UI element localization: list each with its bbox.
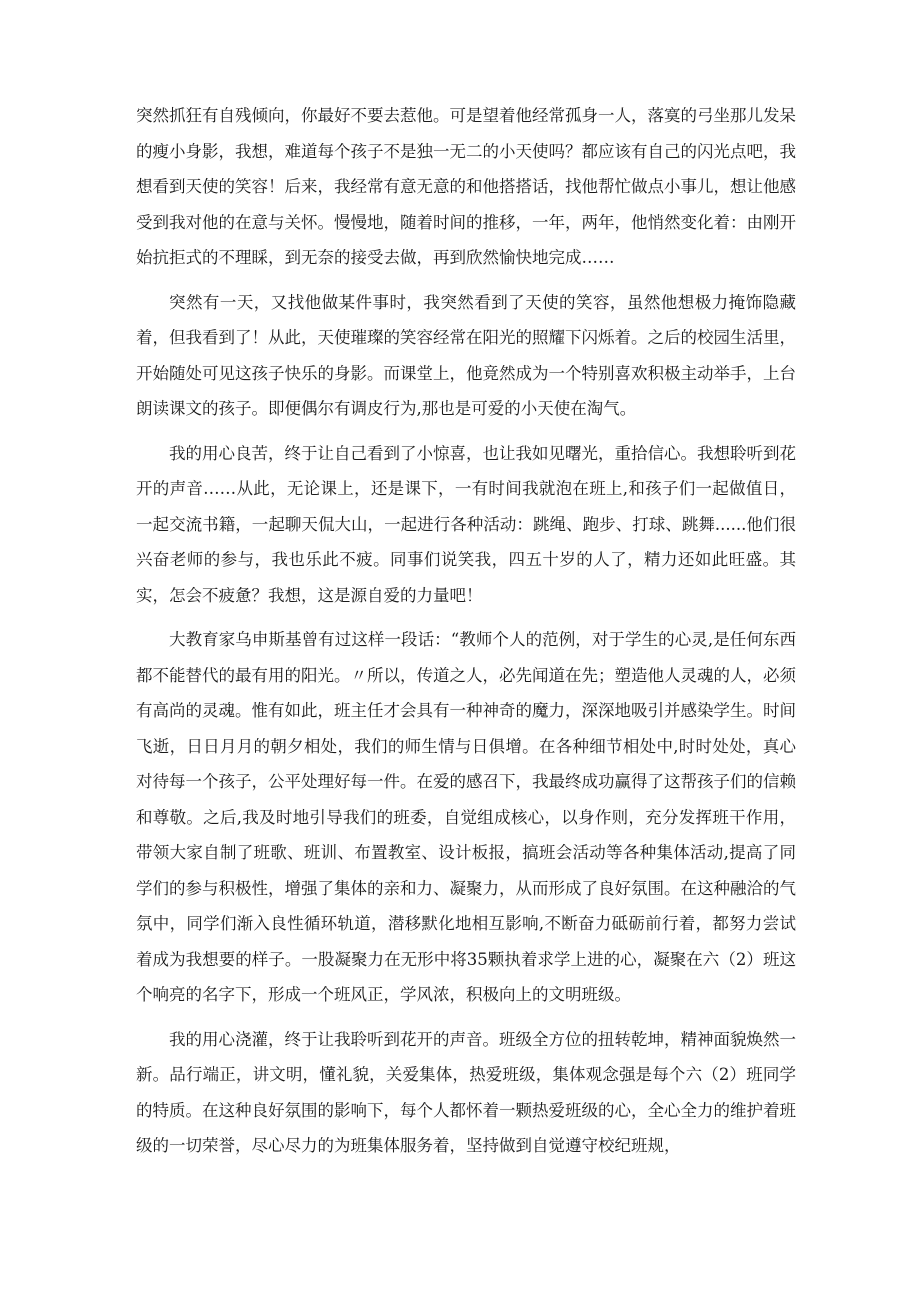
paragraph-4: 大教育家乌申斯基曾有过这样一段话：“教师个人的范例，对于学生的心灵,是任何东西都不能替代的最有用的阳光。〃所以，传道之人，必先闻道在先；塑造他人灵魂的人，必须有高尚的灵魂。惟有如此，班主任才会具有一种神奇的魔力，深深地吸引并感染学生。时间飞逝，日日月月的朝夕相处，我们的师生情与日俱增。在各种细节相处中,时时处处，真心对待每一个孩子，公平处理好每一件。在爱的感召下，我最终成功赢得了这帮孩子们的信赖和尊敬。之后,我及时地引导我们的班委，自觉组成核心，以身作则，充分发挥班干作用，带领大家自制了班歌、班训、布置教室、设计板报，搞班会活动等各种集体活动,提高了同学们的参与积极性，增强了集体的亲和力、凝聚力，从而形成了良好氛围。在这种融洽的气氛中，同学们渐入良性循环轨道，潜移默化地相互影响,不断奋力砥砺前行着，都努力尝试着成为我想要的样子。一股凝聚力在无形中将35颗执着求学上进的心，凝聚在六（2）班这个响亮的名字下，形成一个班风正，学风浓，积极向上的文明班级。 xyxy=(136,630,796,1004)
paragraph-5: 我的用心浇灌，终于让我聆听到花开的声音。班级全方位的扭转乾坤，精神面貌焕然一新。品行端正，讲文明，懂礼貌，关爱集体，热爱班级，集体观念强是每个六（2）班同学的特质。在这种良好氛围的影响下，每个人都怀着一颗热爱班级的心，全心全力的维护着班级的一切荣誉，尽心尽力的为班集体服务着，坚持做到自觉遵守校纪班规， xyxy=(136,1029,796,1155)
paragraph-3: 我的用心良苦，终于让自己看到了小惊喜，也让我如见曙光，重拾信心。我想聆听到花开的声音……从此，无论课上，还是课下，一有时间我就泡在班上,和孩子们一起做值日，一起交流书籍，一起聊天侃大山，一起进行各种活动：跳绳、跑步、打球、跳舞......他们很兴奋老师的参与，我也乐此不疲。同事们说笑我，四五十岁的人了，精力还如此旺盛。其实，怎会不疲惫？我想，这是源自爱的力量吧！ xyxy=(136,443,796,605)
paragraph-2: 突然有一天，又找他做某件事时，我突然看到了天使的笑容，虽然他想极力掩饰隐藏着，但我看到了！从此，天使璀璨的笑容经常在阳光的照耀下闪烁着。之后的校园生活里，开始随处可见这孩子快乐的身影。而课堂上，他竟然成为一个特别喜欢积极主动举手，上台朗读课文的孩子。即便偶尔有调皮行为,那也是可爱的小天使在淘气。 xyxy=(136,292,796,418)
document-body xyxy=(136,98,796,1173)
paragraph-1: 突然抓狂有自残倾向，你最好不要去惹他。可是望着他经常孤身一人，落寞的弓坐那儿发呆的瘦小身影，我想，难道每个孩子不是独一无二的小天使吗？都应该有自己的闪光点吧，我想看到天使的笑容！后来，我经常有意无意的和他搭搭话，找他帮忙做点小事儿，想让他感受到我对他的在意与关怀。慢慢地，随着时间的推移，一年，两年，他悄然变化着：由刚开始抗拒式的不理睬，到无奈的接受去做，再到欣然愉快地完成…… xyxy=(136,106,796,267)
